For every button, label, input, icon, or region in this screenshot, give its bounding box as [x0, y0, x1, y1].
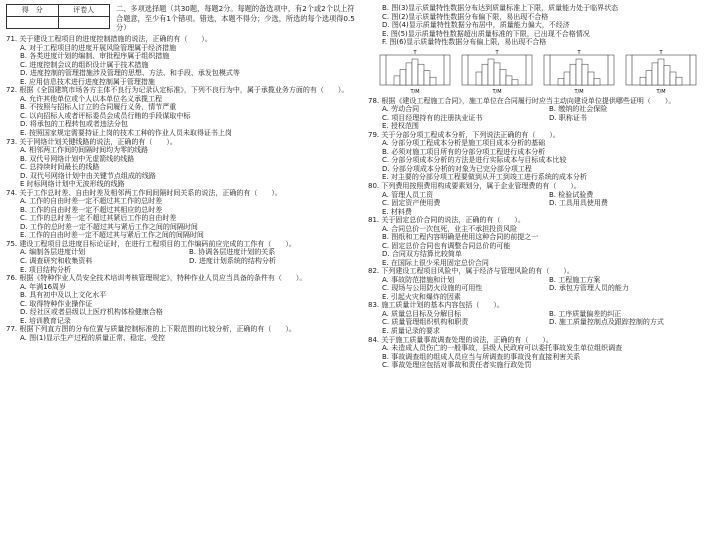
answer-option[interactable]: A. 合同总价一次包死，业主不承担投资风险 — [382, 224, 518, 233]
score-cell[interactable] — [7, 17, 59, 29]
question-block — [368, 182, 716, 216]
answer-option[interactable]: D. 分部分项成本分析的对象为已完分部分项工程 — [382, 164, 532, 173]
answer-option[interactable]: E. 质量记录的要求 — [382, 327, 440, 335]
score-label: 得 分 — [7, 5, 59, 17]
answer-option[interactable]: C. 进度控制会议的组织设计属于技术措施 — [20, 60, 149, 69]
answer-option[interactable]: C. 质量管理组织机构和职责 — [382, 318, 469, 327]
histogram-bar — [400, 69, 406, 85]
answer-option[interactable]: D. 工具用具使用费 — [549, 199, 608, 208]
question-block — [368, 336, 716, 370]
answer-option[interactable]: A. 年满16周岁 — [20, 282, 67, 291]
answer-option[interactable]: C. 取得特种作业操作证 — [20, 299, 93, 308]
right-question-list — [368, 97, 716, 370]
q77-continued-options — [368, 4, 716, 47]
answer-option-grid — [368, 310, 716, 336]
question-stem: 71. 关于建设工程项目的进度控制措施的说法，正确的有（ ）。 — [6, 35, 212, 44]
histogram-bar — [570, 64, 576, 85]
answer-option-grid — [368, 276, 716, 302]
histogram-bar — [412, 59, 418, 85]
answer-option[interactable]: D. 图(4)显示质量特性数据分布居中，质量能力偏大，不经济 — [382, 21, 570, 30]
question-block — [6, 86, 358, 137]
question-stem: 78. 根据《建设工程施工合同》，施工单位在合同履行时应当主动向建设单位提供哪些证明（ ）。 — [368, 96, 676, 105]
histogram-bar — [406, 63, 412, 85]
answer-option[interactable]: B. 协调各层进度计划的关系 — [189, 248, 276, 257]
answer-option[interactable]: C. 现场与公用防火设施的可用性 — [382, 284, 483, 293]
histogram-top-label: T — [413, 49, 417, 56]
question-block — [368, 131, 716, 182]
answer-option[interactable]: A. 图(1)显示生产过程的质量正常、稳定、受控 — [20, 333, 166, 342]
answer-option[interactable]: C. 分部分项成本分析的方法是进行实际成本与目标成本比较 — [382, 156, 567, 165]
question-stem: 73. 关于网络计划关键线路的说法，正确的有（ ）。 — [6, 137, 177, 146]
answer-option[interactable]: D. 合同双方结算比较简单 — [382, 250, 462, 259]
question-block — [368, 216, 716, 267]
answer-option[interactable]: A. 对于工程项目的进度开展风险管理属于经济措施 — [20, 43, 177, 52]
answer-option[interactable]: E. 图(5)显示质量特性数据超出质量标准的下限，已出现不合格情况 — [382, 29, 590, 38]
histogram-bar — [430, 77, 436, 85]
question-block — [6, 274, 358, 325]
answer-option[interactable]: D. 经社区或者县级以上医疗机构体检健康合格 — [20, 308, 163, 317]
answer-option[interactable]: C. 事故处理应包括对事故和责任者实施行政处罚 — [382, 361, 532, 370]
answer-option-grid — [368, 105, 716, 131]
answer-option — [549, 208, 716, 217]
histogram-bottom-label: T/M — [656, 88, 666, 95]
answer-option[interactable]: E. 项目结构分析 — [20, 265, 71, 274]
answer-option[interactable]: E. 材料费 — [382, 207, 412, 216]
histogram-bar — [476, 72, 482, 85]
answer-option — [549, 293, 716, 302]
histogram-bar — [394, 76, 400, 85]
answer-option[interactable]: A. 事故防范措施和计划 — [382, 275, 455, 284]
answer-option[interactable]: A. 未造成人员伤亡的一般事故，县级人民政府可以委托事故发生单位组织调查 — [382, 344, 623, 353]
grader-cell[interactable] — [58, 17, 110, 29]
answer-option — [189, 266, 358, 275]
histogram-bar — [646, 70, 652, 84]
question-stem: 81. 关于固定总价合同的说法，正确的有（ ）。 — [368, 216, 525, 225]
answer-option[interactable]: A. 工作的自由时差一定不超过其工作的总时差 — [20, 197, 163, 206]
score-table — [6, 4, 110, 29]
question-block — [6, 189, 358, 240]
answer-option — [549, 327, 716, 336]
histogram-bar — [500, 69, 506, 85]
answer-option[interactable]: B. 具有初中及以上文化水平 — [20, 291, 107, 300]
histogram-bar — [652, 63, 658, 85]
answer-option-grid — [6, 248, 358, 274]
histogram-top-label: T — [659, 49, 663, 56]
answer-option[interactable]: C. 项目经理持有的注册执业证书 — [382, 113, 483, 122]
histogram-bar — [424, 70, 430, 84]
question-block — [6, 240, 358, 274]
answer-option[interactable]: D. 职称证书 — [549, 113, 587, 122]
histogram-bar — [582, 64, 588, 85]
answer-option[interactable]: D. 工作的总时差一定不超过其与紧后工作之间的间隔时间 — [20, 222, 198, 231]
question-block — [6, 138, 358, 189]
answer-option[interactable]: D. 进度计划系统的结构分析 — [189, 256, 276, 265]
answer-option[interactable]: E. 引起火灾和爆炸的因素 — [382, 292, 461, 301]
section-intro: 二、多项选择题（共30题，每题2分。每题的备选项中，有2个或2个以上符合题意，至少有1个错项。错选，本题不得分；少选，所选的每个选项得0.5分） — [116, 4, 355, 33]
answer-option — [549, 122, 716, 131]
histogram-bar — [512, 79, 518, 84]
section-header — [6, 4, 358, 33]
question-stem: 80. 下列费用按照费用构成要素划分，属于企业管理费的有（ ）。 — [368, 181, 581, 190]
answer-option[interactable]: C. 总持续时间最长的线路 — [20, 163, 100, 172]
answer-option[interactable]: B. 工作的自由时差一定不超过其相应的总时差 — [20, 205, 163, 214]
histogram-bar — [588, 72, 594, 85]
question-stem: 72. 根据《全国建筑市场各方主体不良行为记录认定标准》，下列不良行为中，属于承揽业务方面的有（ ）。 — [6, 86, 349, 95]
answer-option[interactable]: B. 工程施工方案 — [549, 275, 601, 284]
answer-option[interactable]: D. 施工质量控制点及跟踪控制的方式 — [549, 318, 664, 327]
histogram-bar — [640, 77, 646, 85]
answer-option[interactable]: C. 固定总价合同也有调整合同总价的可能 — [382, 241, 511, 250]
answer-option[interactable]: B. 检验试验费 — [549, 190, 594, 199]
answer-option[interactable]: B. 工序质量偏差的纠正 — [549, 309, 622, 318]
histogram-figure — [458, 49, 536, 95]
histogram-bottom-label: T/M — [410, 88, 420, 95]
answer-option[interactable]: E. 培训教育记录 — [20, 316, 71, 325]
histogram-bottom-label: T/M — [574, 88, 584, 95]
histogram-top-label: T — [577, 49, 581, 56]
answer-option[interactable]: C. 工作的总时差一定不超过其紧后工作的自由时差 — [20, 214, 177, 223]
question-block — [368, 267, 716, 301]
answer-option[interactable]: A. 相邻两工作间的间隔时间均为零的线路 — [20, 146, 149, 155]
answer-option[interactable]: E. 应用信息技术进行进度控制属于管理措施 — [20, 77, 155, 86]
question-stem: 84. 关于施工质量事故调查处理的说法，正确的有（ ）。 — [368, 335, 553, 344]
histogram-bar — [558, 78, 564, 85]
question-stem: 74. 关于工作总时差、自由时差及相邻两工作间间隔时间关系的说法，正确的有（ ）。 — [6, 188, 282, 197]
answer-option[interactable]: B. 图纸和工程内容明确是使用这种合同的前提之一 — [382, 233, 539, 242]
answer-option[interactable]: A. 分部分项工程成本分析是施工项目成本分析的基础 — [382, 139, 546, 148]
histogram-figure — [622, 49, 700, 95]
histogram-figure — [540, 49, 618, 95]
histogram-bar — [564, 72, 570, 85]
question-stem: 79. 关于分部分项工程成本分析，下列说法正确的有（ ）。 — [368, 130, 560, 139]
answer-option[interactable]: B. 图(3)显示质量特性数据分布达到质量标准上下限，质量能力处于临界状态 — [382, 4, 619, 12]
answer-option[interactable]: A. 质量总目标及分解目标 — [382, 309, 462, 318]
answer-option[interactable]: D. 双代号网络计划中由关键节点组成的线路 — [20, 171, 156, 180]
histogram-bar — [494, 63, 500, 85]
answer-option[interactable]: C. 调查研究和收集资料 — [20, 256, 93, 265]
answer-option[interactable]: D. 将承包的工程转包或者违法分包 — [20, 120, 128, 129]
answer-option[interactable]: C. 以向招标人或者评标委员会成员行贿的手段谋取中标 — [20, 111, 191, 120]
answer-option-grid — [368, 191, 716, 217]
question-stem: 76. 根据《特种作业人员安全技术培训考核管理规定》，特种作业人员应当具备的条件有（ ）。 — [6, 274, 307, 283]
answer-option[interactable]: B. 各类进度计划的编制、审批程序属于组织措施 — [20, 52, 170, 61]
answer-option[interactable]: A. 编制各层进度计划 — [20, 248, 86, 257]
question-block — [368, 97, 716, 131]
question-block — [6, 35, 358, 86]
answer-option[interactable]: A. 管理人员工资 — [382, 190, 434, 199]
answer-option[interactable]: E. 对主要的分部分项工程要做到从开工到竣工进行系统的成本分析 — [382, 173, 587, 182]
question-block — [6, 325, 358, 342]
question-stem: 82. 下列建设工程项目风险中，属于经济与管理风险的有（ ）。 — [368, 267, 574, 276]
histogram-figure — [376, 49, 454, 95]
answer-option[interactable]: B. 不按照与招标人订立的合同履行义务，情节严重 — [20, 103, 177, 112]
histogram-bar — [676, 77, 682, 85]
answer-option[interactable]: E. 授权范围 — [382, 122, 419, 131]
histogram-bottom-label: T/M — [492, 88, 502, 95]
histogram-bar — [506, 76, 512, 85]
answer-option[interactable]: A. 劳动合同 — [382, 105, 420, 114]
right-column — [368, 4, 716, 370]
left-question-list — [6, 35, 358, 342]
question-stem: 77. 根据下列直方图的分布位置与质量控制标准的上下限范围的比较分析，正确的有（ ）。 — [6, 325, 296, 334]
answer-option[interactable]: B. 缴纳的社会保险 — [549, 105, 608, 114]
histogram-bar — [482, 64, 488, 85]
histogram-top-label: T — [495, 49, 499, 56]
answer-option[interactable]: E. 按照国家规定需要持证上岗的技术工种的作业人员未取得证书上岗 — [20, 129, 232, 137]
answer-option[interactable]: F. 图(6)显示质量特性数据分布偏上限，易出现不合格 — [382, 38, 547, 47]
answer-option[interactable]: E. 在国际上很少采用固定总价合同 — [382, 258, 489, 267]
histogram-row — [368, 49, 716, 95]
answer-option[interactable]: A. 允许其他单位或个人以本单位名义承揽工程 — [20, 94, 163, 103]
histogram-bar — [418, 64, 424, 85]
answer-option[interactable]: C. 图(2)显示质量特性数据分布偏下限，易出现不合格 — [382, 12, 549, 21]
answer-option[interactable]: C. 固定资产使用费 — [382, 199, 441, 208]
answer-option[interactable]: B. 必须对施工项目所有的分部分项工程进行成本分析 — [382, 147, 546, 156]
histogram-bar — [488, 59, 494, 85]
answer-option[interactable]: B. 双代号网络计划中无虚箭线的线路 — [20, 154, 135, 163]
answer-option[interactable]: E 时标网络计划中无波形线的线路 — [20, 180, 125, 189]
answer-option[interactable]: D. 进度控制的管理措施涉及管理的思想、方法、和手段、承发包模式等 — [20, 69, 240, 78]
histogram-bar — [576, 59, 582, 85]
question-stem: 75. 建设工程项目总进度目标论证时，在进行工程项目的工作编码前应完成的工作有（ ）。 — [6, 239, 296, 248]
answer-option[interactable]: E. 工作的自由时差一定不超过其与紧后工作之间的间隔时间 — [20, 231, 204, 240]
histogram-bar — [664, 65, 670, 85]
answer-option[interactable]: B. 事故调查组的组成人员应当与所调查的事故没有直接利害关系 — [382, 352, 581, 361]
histogram-bar — [658, 59, 664, 85]
histogram-bar — [594, 78, 600, 85]
grader-label: 评卷人 — [58, 5, 110, 17]
left-column — [6, 4, 358, 342]
question-stem: 83. 施工质量计划的基本内容包括（ ）。 — [368, 301, 504, 310]
histogram-bar — [670, 72, 676, 85]
answer-option[interactable]: D. 承包方管理人员的能力 — [549, 284, 629, 293]
question-block — [368, 301, 716, 335]
